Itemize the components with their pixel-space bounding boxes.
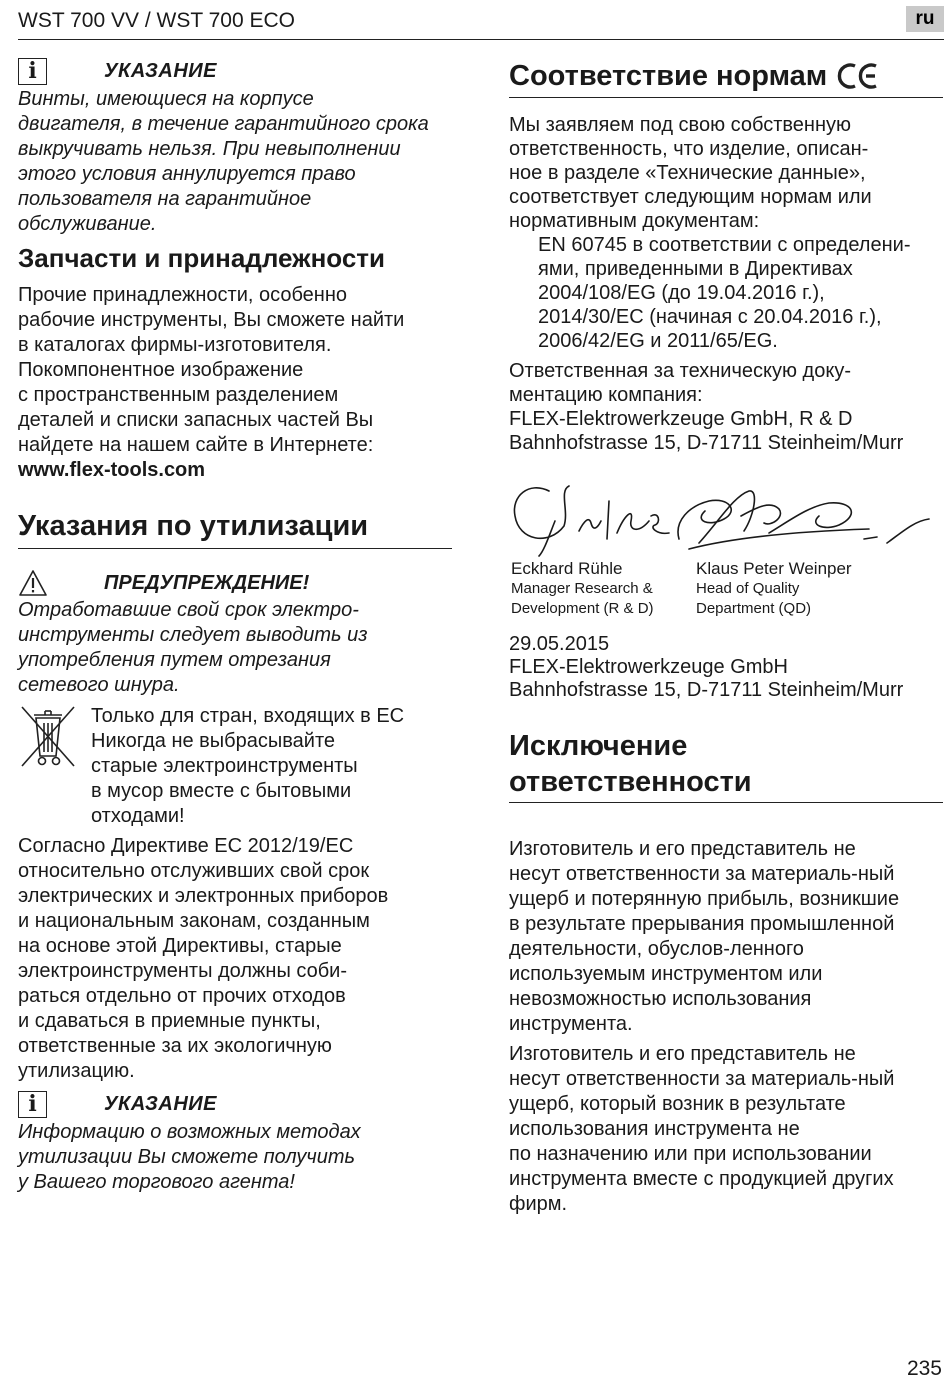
notice-box <box>18 55 454 237</box>
language-badge: ru <box>906 6 944 32</box>
directive-text: Согласно Директиве ЕС 2012/19/EC относительно отслуживших свой срок электрических и электронных приборов и национальным законам, созданным на основе этой Директивы, старые электроинструменты должны соби- раться отдельно от прочих отходов и сдаваться в приемные пункты, ответственные за их экологичную утилизацию. <box>18 835 389 1082</box>
section-rule <box>509 97 943 98</box>
date-and-address: 29.05.2015 FLEX-Elektrowerkzeuge GmbH Bahnhofstrasse 15, D-71711 Steinheim/Murr <box>509 633 904 701</box>
section-rule <box>509 802 943 803</box>
handwritten-signatures-image <box>509 461 943 561</box>
signatory-1: Eckhard Rühle Manager Research & Development (R & D) <box>511 559 654 617</box>
ce-mark-icon <box>837 61 881 91</box>
notice-text: Винты, имеющиеся на корпусе двигателя, в течение гарантийного срока выкручивать нельзя. При невыполнении этого условия аннулируется право пользователя на гарантийное обслуживание. <box>18 88 429 235</box>
warning-box <box>18 568 454 698</box>
document-header-title: WST 700 VV / WST 700 ECO <box>18 9 295 32</box>
notice-box <box>18 1088 454 1195</box>
conformity-heading: Соответствие нормам <box>509 59 828 92</box>
notice-title: УКАЗАНИЕ <box>104 1092 217 1115</box>
info-icon: i <box>18 58 47 85</box>
left-column <box>18 55 454 1195</box>
liability-paragraph-1: Изготовитель и его представитель не несут ответственности за материаль-ный ущерб и потерянную прибыль, возникшие в результате прерывания промышленной деятельности, обуслов-ленного используемым инструментом или невозможностью использования инструмента. <box>509 838 900 1035</box>
conformity-intro: Мы заявляем под свою собственную ответственность, что изделие, описан- ное в разделе «Технические данные», соответствует следующим нормам или нормативным документам: <box>509 114 872 232</box>
page-number: 235 <box>906 1357 942 1380</box>
weee-text: Только для стран, входящих в ЕС Никогда не выбрасывайте старые электроинструменты в мусор вместе с бытовыми отходами! <box>91 705 405 827</box>
responsible-company: Ответственная за техническую доку- ментацию компания: FLEX-Elektrowerkzeuge GmbH, R & D Bahnhofstrasse 15, D-71711 Steinheim/Murr <box>509 360 904 454</box>
website-link[interactable]: www.flex-tools.com <box>18 459 206 481</box>
notice-title: УКАЗАНИЕ <box>104 59 217 82</box>
standards-list: EN 60745 в соответствии с определени- ями, приведенными в Директивах 2004/108/EG (до 19.04.2016 г.), 2014/30/EC (начиная с 20.04.2016 г.), 2006/42/EG и 2011/65/EG. <box>538 234 911 352</box>
disposal-heading: Указания по утилизации <box>18 510 369 542</box>
notice-text: Информацию о возможных методах утилизации Вы сможете получить у Вашего торгового агента! <box>18 1121 361 1193</box>
spare-parts-heading: Запчасти и принадлежности <box>18 243 385 273</box>
weee-notice <box>18 704 454 829</box>
signature-area <box>509 455 943 633</box>
section-rule <box>18 548 452 549</box>
warning-text: Отработавшие свой срок электро- инструменты следует выводить из употребления путем отрезания сетевого шнура. <box>18 599 368 696</box>
signatory-2: Klaus Peter Weinper Head of Quality Department (QD) <box>696 559 852 617</box>
right-column <box>509 55 943 1217</box>
crossed-out-wheelie-bin-icon <box>18 704 78 769</box>
spare-parts-text: Прочие принадлежности, особенно рабочие инструменты, Вы сможете найти в каталогах фирмы-изготовителя. Покомпонентное изображение с пространственным разделением деталей и списки запасных частей Вы найдете на нашем сайте в Интернете: www.flex-tools.com <box>18 283 454 483</box>
liability-paragraph-2: Изготовитель и его представитель не несут ответственности за материаль-ный ущерб, который возник в результате использования инструмента не по назначению или при использовании инструмента вместе с продукцией других фирм. <box>509 1043 895 1215</box>
liability-heading: Исключение ответственности <box>509 730 752 798</box>
warning-triangle-icon <box>18 569 48 597</box>
warning-title: ПРЕДУПРЕЖДЕНИЕ! <box>104 571 310 594</box>
header-rule <box>18 39 944 40</box>
info-icon: i <box>18 1091 47 1118</box>
